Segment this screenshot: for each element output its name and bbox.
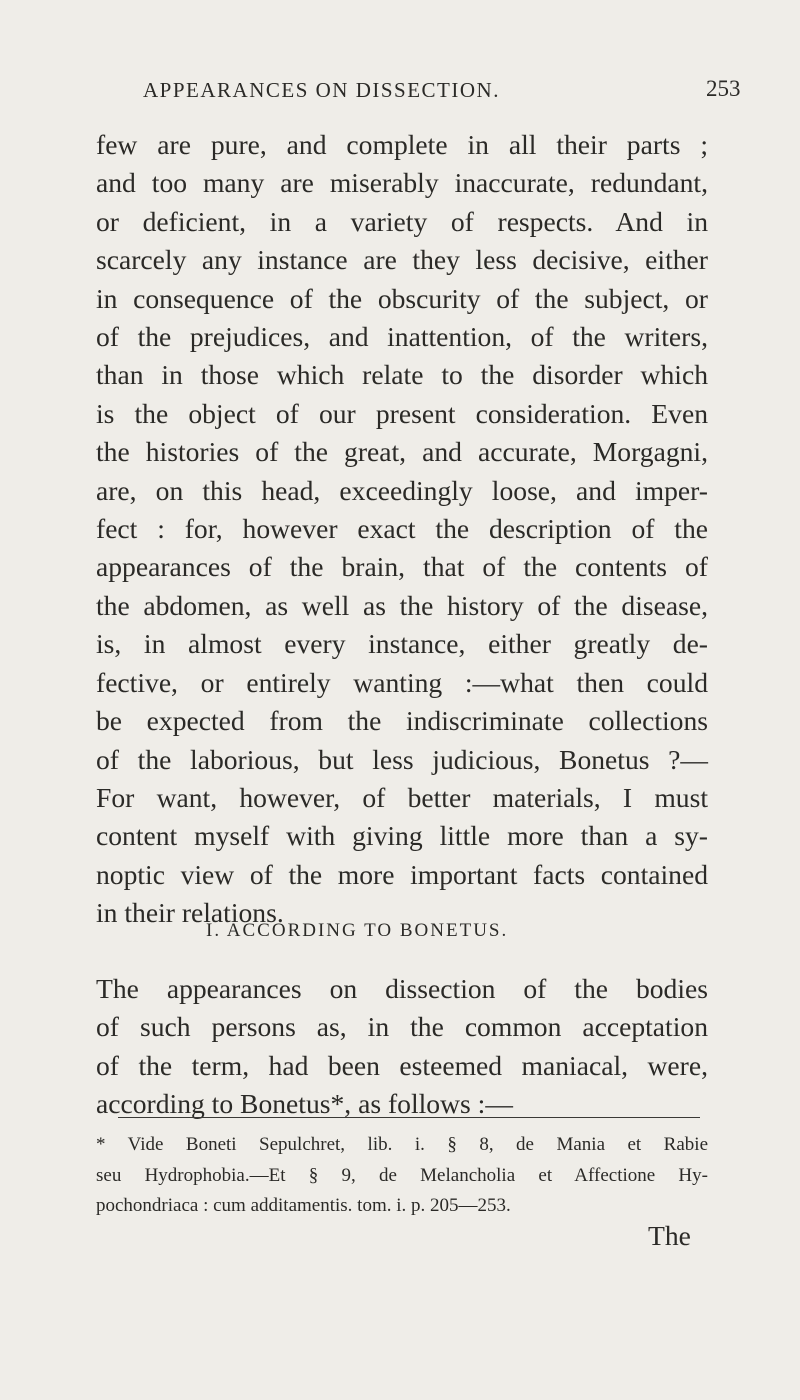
text-line: of such persons as, in the common acceptation	[96, 1011, 708, 1043]
text-line: The appearances on dissection of the bodies	[96, 973, 708, 1004]
body-paragraph	[96, 126, 708, 933]
footnote	[96, 1130, 708, 1222]
text-line: few are pure, and complete in all their parts ;	[96, 129, 708, 160]
text-line: of the laborious, but less judicious, Bonetus ?—	[96, 743, 708, 775]
text-line: content myself with giving little more than a sy-	[96, 820, 708, 852]
text-line: than in those which relate to the disorder which	[96, 359, 708, 391]
text-line: be expected from the indiscriminate collections	[96, 705, 708, 737]
catchword: The	[648, 1220, 691, 1251]
text-line: the histories of the great, and accurate, Morgagni,	[96, 436, 708, 468]
running-title: APPEARANCES ON DISSECTION.	[143, 78, 500, 102]
section-paragraph	[96, 970, 708, 1124]
text-line: are, on this head, exceedingly loose, and imper-	[96, 474, 708, 506]
text-line: in their relations.	[96, 897, 284, 929]
text-line: in consequence of the obscurity of the subject, or	[96, 282, 708, 314]
footnote-rule	[118, 1117, 700, 1118]
text-line: according to Bonetus*, as follows :—	[96, 1088, 513, 1120]
text-line: is, in almost every instance, either greatly de-	[96, 628, 708, 660]
footnote-line: pochondriaca : cum additamentis. tom. i. p. 205—253.	[96, 1195, 511, 1216]
text-line: is the object of our present consideration. Even	[96, 397, 708, 429]
section-heading: I. ACCORDING TO BONETUS.	[206, 920, 509, 941]
text-line: fective, or entirely wanting :—what then could	[96, 666, 708, 698]
text-line: the abdomen, as well as the history of the disease,	[96, 589, 708, 621]
text-line: For want, however, of better materials, I must	[96, 781, 708, 813]
text-line: scarcely any instance are they less decisive, either	[96, 244, 708, 276]
page-number: 253	[706, 76, 741, 101]
text-line: or deficient, in a variety of respects. And in	[96, 205, 708, 237]
text-line: noptic view of the more important facts contained	[96, 858, 708, 890]
footnote-line: seu Hydrophobia.—Et § 9, de Melancholia et Affectione Hy-	[96, 1164, 708, 1186]
text-line: of the prejudices, and inattention, of the writers,	[96, 321, 708, 353]
footnote-line: * Vide Boneti Sepulchret, lib. i. § 8, de Mania et Rabie	[96, 1134, 708, 1155]
text-line: of the term, had been esteemed maniacal, were,	[96, 1049, 708, 1081]
text-line: fect : for, however exact the description of the	[96, 513, 708, 545]
text-line: and too many are miserably inaccurate, redundant,	[96, 167, 708, 199]
text-line: appearances of the brain, that of the contents of	[96, 551, 708, 583]
